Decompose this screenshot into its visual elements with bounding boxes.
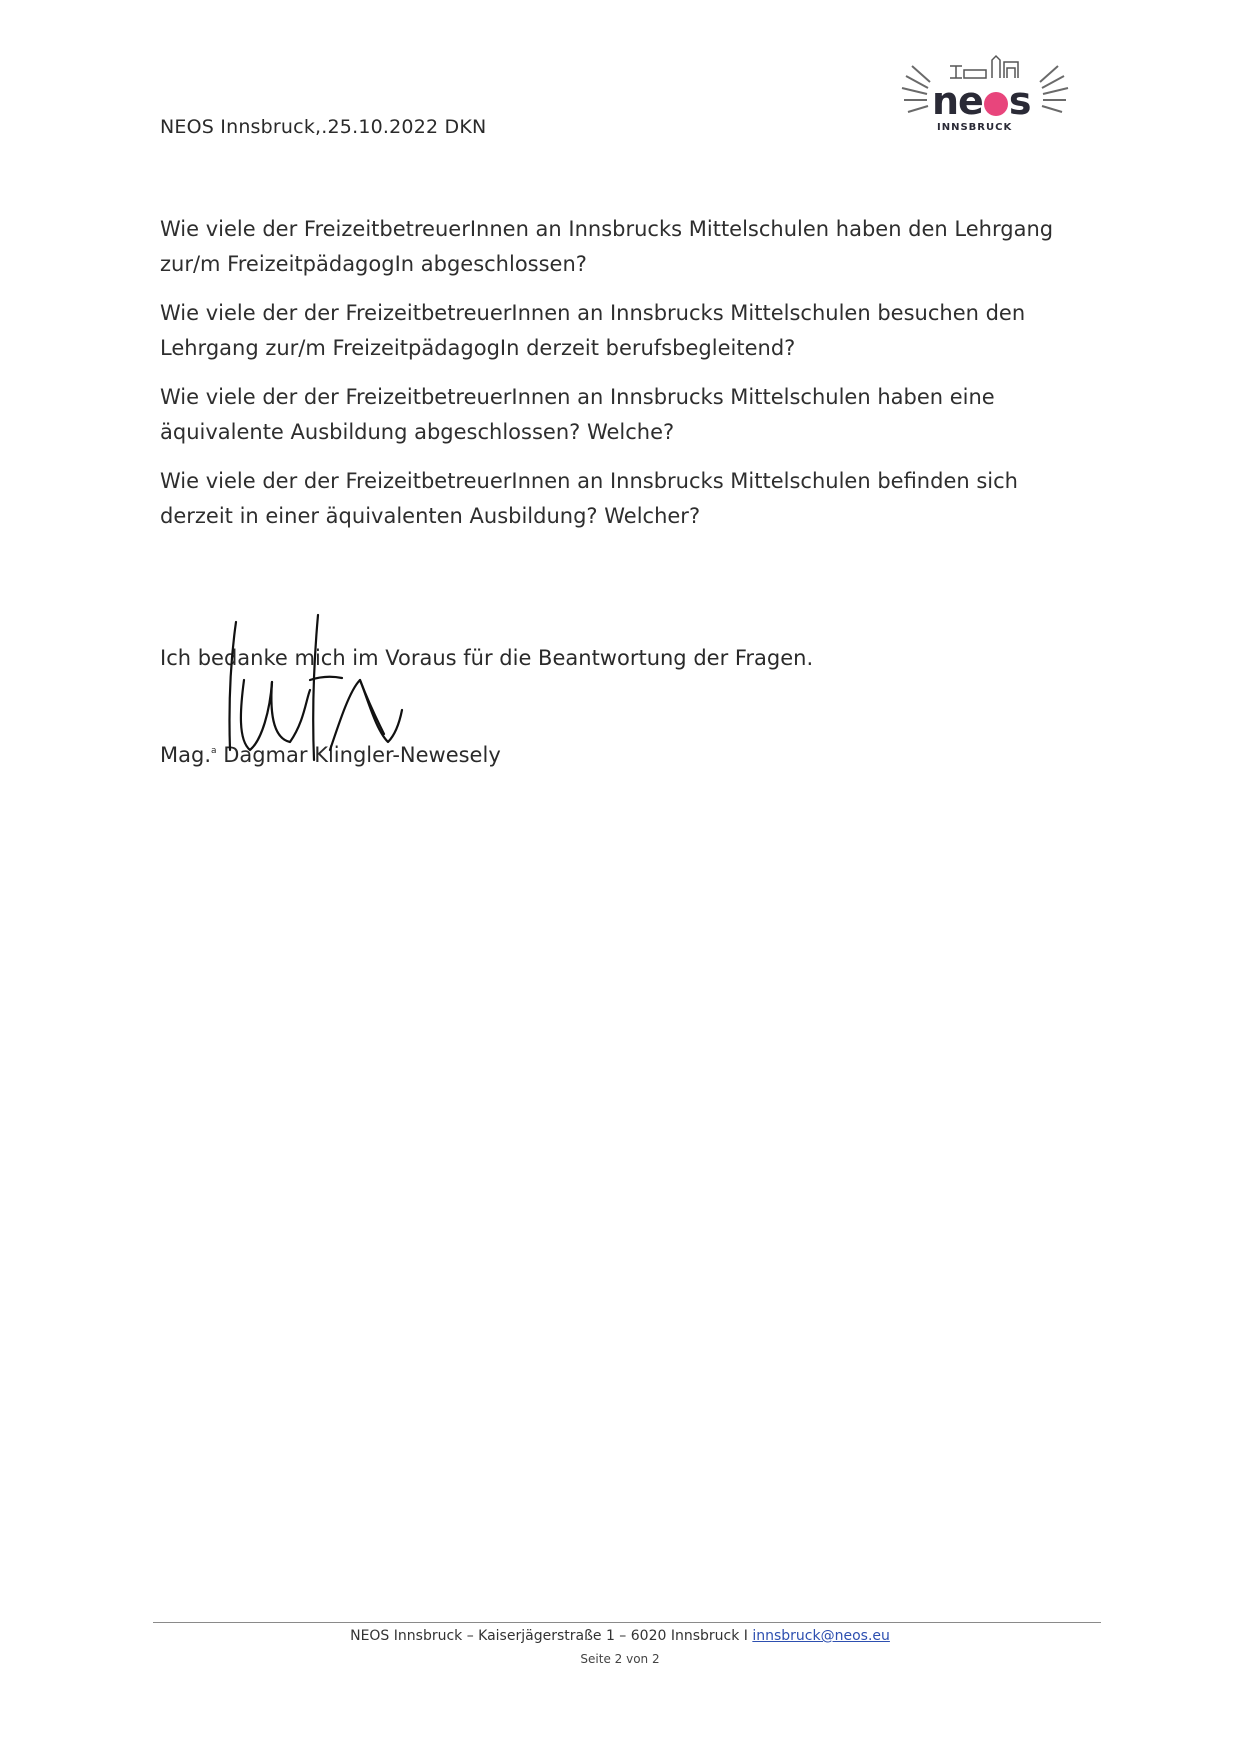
footer-address: NEOS Innsbruck – Kaiserjägerstraße 1 – 6020 Innsbruck I innsbruck@neos.eu [350,1628,890,1644]
question-list [160,212,1090,548]
closing-sentence: Ich bedanke mich im Voraus für die Beantwortung der Fragen. [160,646,814,670]
logo-dot [984,92,1008,116]
question-3: Wie viele der der FreizeitbetreuerInnen an Innsbrucks Mittelschulen haben eine äquivalente Ausbildung abgeschlossen? Welche? [160,385,995,444]
neos-logo [892,52,1072,142]
question-2: Wie viele der der FreizeitbetreuerInnen an Innsbrucks Mittelschulen besuchen den Lehrgang zur/m FreizeitpädagogIn derzeit berufsbegleitend? [160,301,1026,360]
question-1: Wie viele der FreizeitbetreuerInnen an Innsbrucks Mittelschulen haben den Lehrgang zur/m FreizeitpädagogIn abgeschlossen? [160,217,1054,276]
document-header: NEOS Innsbruck,.25.10.2022 DKN [160,116,487,138]
page-number: Seite 2 von 2 [580,1652,660,1666]
logo-wordmark: ne s [932,79,1031,123]
signer-name: Mag.$^a$ Dagmar Klingler-Newesely [160,743,501,767]
footer-email-link[interactable]: innsbruck@neos.eu [752,1628,890,1644]
handwritten-signature [210,610,460,770]
footer-divider [153,1622,1101,1623]
logo-city: INNSBRUCK [937,122,1013,133]
question-4: Wie viele der der FreizeitbetreuerInnen an Innsbrucks Mittelschulen befinden sich derzeit in einer äquivalenten Ausbildung? Welcher? [160,469,1018,528]
